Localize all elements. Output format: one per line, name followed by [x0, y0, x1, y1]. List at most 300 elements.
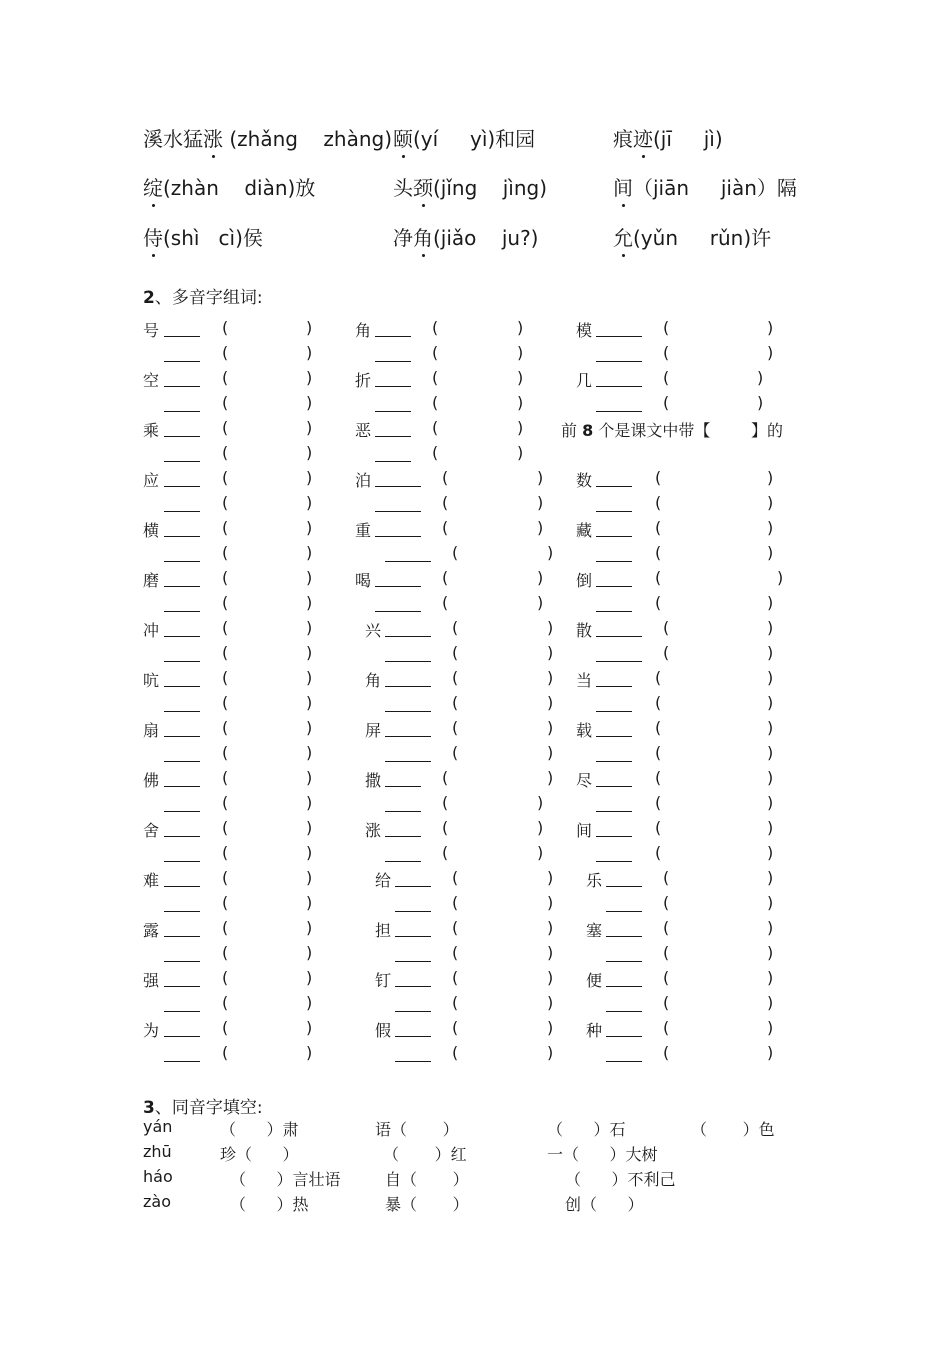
pinyin-paren-open: ( — [452, 718, 459, 737]
word-blank[interactable] — [606, 1036, 642, 1037]
polyphone-character: 角 — [365, 671, 382, 690]
pinyin-choice-item — [613, 222, 771, 251]
pinyin-paren-close: ) — [547, 743, 554, 762]
pinyin-paren-close: ) — [767, 668, 774, 687]
pinyin-paren-open: ( — [222, 343, 229, 362]
pinyin-text: (shì cì)侯 — [163, 226, 263, 250]
pinyin-paren-close: ) — [547, 993, 554, 1012]
word-blank[interactable] — [164, 461, 200, 462]
word-blank[interactable] — [385, 636, 431, 637]
note-pre: 前 — [561, 421, 583, 440]
pinyin-paren-close: ) — [547, 968, 554, 987]
word-blank[interactable] — [164, 911, 200, 912]
pinyin-text: 痕 — [613, 127, 633, 151]
pinyin-paren-close: ) — [517, 393, 524, 412]
word-blank[interactable] — [606, 986, 642, 987]
polyphone-character: 舍 — [143, 821, 160, 840]
pinyin-paren-open: ( — [655, 743, 662, 762]
pinyin-paren-open: ( — [663, 918, 670, 937]
word-blank[interactable] — [164, 836, 200, 837]
word-blank[interactable] — [395, 1011, 431, 1012]
pinyin-paren-close: ) — [547, 868, 554, 887]
word-blank[interactable] — [596, 536, 632, 537]
polyphone-character: 强 — [143, 971, 160, 990]
pinyin-paren-close: ) — [547, 718, 554, 737]
pinyin-paren-close: ) — [767, 518, 774, 537]
word-blank[interactable] — [164, 1061, 200, 1062]
word-blank[interactable] — [375, 461, 411, 462]
polyphone-character: 钉 — [375, 971, 392, 990]
pinyin-paren-open: ( — [663, 868, 670, 887]
pinyin-paren-close: ) — [767, 1043, 774, 1062]
pinyin-paren-close: ) — [306, 593, 313, 612]
dotted-character: 颐 — [393, 127, 413, 151]
word-blank[interactable] — [596, 686, 632, 687]
word-blank[interactable] — [596, 486, 632, 487]
pinyin-paren-open: ( — [655, 493, 662, 512]
pinyin-paren-close: ) — [306, 668, 313, 687]
word-blank[interactable] — [375, 361, 411, 362]
pinyin-paren-close: ) — [767, 318, 774, 337]
word-blank[interactable] — [164, 436, 200, 437]
pinyin-paren-close: ) — [547, 543, 554, 562]
word-blank[interactable] — [164, 611, 200, 612]
word-blank[interactable] — [164, 411, 200, 412]
word-blank[interactable] — [164, 336, 200, 337]
pinyin-paren-open: ( — [222, 568, 229, 587]
pinyin-paren-open: ( — [222, 393, 229, 412]
pinyin-paren-open: ( — [655, 843, 662, 862]
pinyin-paren-close: ) — [306, 643, 313, 662]
pinyin-paren-open: ( — [452, 693, 459, 712]
homophone-blank[interactable]: 语（ ） — [375, 1120, 459, 1139]
pinyin-paren-close: ) — [306, 493, 313, 512]
polyphone-character: 泊 — [355, 471, 372, 490]
pinyin-paren-open: ( — [222, 718, 229, 737]
word-blank[interactable] — [596, 836, 632, 837]
pinyin-paren-close: ) — [306, 368, 313, 387]
homophone-blank[interactable]: 创（ ） — [565, 1195, 644, 1214]
pinyin-paren-close: ) — [306, 393, 313, 412]
pinyin-paren-close: ) — [306, 818, 313, 837]
word-blank[interactable] — [606, 961, 642, 962]
homophone-blank[interactable]: 一（ ）大树 — [547, 1145, 658, 1164]
word-blank[interactable] — [395, 1061, 431, 1062]
pinyin-paren-open: ( — [655, 468, 662, 487]
pinyin-paren-close: ) — [537, 593, 544, 612]
pinyin-paren-close: ) — [767, 468, 774, 487]
pinyin-paren-close: ) — [767, 943, 774, 962]
section-2-number: 2 — [143, 288, 155, 308]
word-blank[interactable] — [385, 786, 421, 787]
polyphone-character: 吭 — [143, 671, 160, 690]
pinyin-paren-close: ) — [767, 743, 774, 762]
word-blank[interactable] — [606, 936, 642, 937]
pinyin-choice-item — [143, 222, 263, 251]
homophone-blank[interactable]: （ ）言壮语 — [230, 1170, 341, 1189]
pinyin-text: (jī jì) — [653, 127, 723, 151]
word-blank[interactable] — [385, 811, 421, 812]
pinyin-paren-open: ( — [663, 1018, 670, 1037]
pinyin-text: (zhǎng zhàng) — [223, 127, 392, 151]
word-blank[interactable] — [164, 761, 200, 762]
polyphone-character: 便 — [586, 971, 603, 990]
polyphone-character: 担 — [375, 921, 392, 940]
pinyin-paren-open: ( — [222, 993, 229, 1012]
pinyin-paren-open: ( — [432, 418, 439, 437]
pinyin-paren-open: ( — [452, 1043, 459, 1062]
section-3-number: 3 — [143, 1098, 155, 1118]
pinyin-paren-open: ( — [452, 668, 459, 687]
word-blank[interactable] — [375, 411, 411, 412]
polyphone-character: 几 — [576, 371, 593, 390]
word-blank[interactable] — [375, 386, 411, 387]
section-2-title: 、多音字组词: — [154, 288, 263, 308]
word-blank[interactable] — [596, 636, 642, 637]
pinyin-text: 头 — [393, 176, 413, 200]
pinyin-paren-close: ) — [767, 1018, 774, 1037]
word-blank[interactable] — [596, 361, 642, 362]
word-blank[interactable] — [385, 861, 421, 862]
lesson-note — [561, 418, 783, 441]
polyphone-character: 乐 — [586, 871, 603, 890]
word-blank[interactable] — [596, 861, 632, 862]
pinyin-paren-close: ) — [306, 843, 313, 862]
section-3-heading — [143, 1093, 263, 1118]
polyphone-character: 应 — [143, 471, 160, 490]
word-blank[interactable] — [164, 736, 200, 737]
pinyin-paren-open: ( — [222, 743, 229, 762]
pinyin-paren-close: ) — [767, 493, 774, 512]
dotted-character: 允 — [613, 226, 633, 250]
pinyin-paren-open: ( — [222, 493, 229, 512]
word-blank[interactable] — [395, 936, 431, 937]
pinyin-paren-close: ) — [306, 443, 313, 462]
pinyin-paren-open: ( — [222, 868, 229, 887]
word-blank[interactable] — [596, 586, 632, 587]
pinyin-paren-open: ( — [222, 543, 229, 562]
word-blank[interactable] — [164, 486, 200, 487]
word-blank[interactable] — [164, 536, 200, 537]
pinyin-paren-close: ) — [537, 793, 544, 812]
pinyin-paren-close: ) — [306, 993, 313, 1012]
word-blank[interactable] — [596, 336, 642, 337]
pinyin-choice-item — [393, 222, 539, 251]
word-blank[interactable] — [596, 761, 632, 762]
pinyin-paren-open: ( — [222, 318, 229, 337]
polyphone-character: 尽 — [576, 771, 593, 790]
homophone-blank[interactable]: （ ）不利己 — [565, 1170, 676, 1189]
pinyin-paren-close: ) — [547, 618, 554, 637]
homophone-blank[interactable]: （ ）肃 — [220, 1120, 299, 1139]
pinyin-paren-open: ( — [222, 693, 229, 712]
word-blank[interactable] — [164, 961, 200, 962]
pinyin-paren-open: ( — [222, 518, 229, 537]
word-blank[interactable] — [164, 661, 200, 662]
word-blank[interactable] — [164, 636, 200, 637]
pinyin-paren-open: ( — [442, 518, 449, 537]
pinyin-text: 溪水猛 — [143, 127, 203, 151]
word-blank[interactable] — [164, 511, 200, 512]
word-blank[interactable] — [164, 786, 200, 787]
word-blank[interactable] — [164, 686, 200, 687]
pinyin-paren-close: ) — [537, 568, 544, 587]
pinyin-paren-open: ( — [442, 768, 449, 787]
pinyin-paren-open: ( — [655, 818, 662, 837]
pinyin-paren-close: ) — [306, 943, 313, 962]
pinyin-paren-close: ) — [517, 368, 524, 387]
word-blank[interactable] — [596, 386, 642, 387]
pinyin-paren-open: ( — [663, 643, 670, 662]
pinyin-paren-open: ( — [452, 618, 459, 637]
pinyin-paren-close: ) — [767, 868, 774, 887]
pinyin-paren-close: ) — [547, 943, 554, 962]
homophone-blank[interactable]: 珍（ ） — [220, 1145, 299, 1164]
homophone-blank[interactable]: （ ）热 — [230, 1195, 309, 1214]
word-blank[interactable] — [395, 961, 431, 962]
word-blank[interactable] — [164, 1011, 200, 1012]
pinyin-paren-close: ) — [537, 493, 544, 512]
pinyin-paren-close: ) — [306, 518, 313, 537]
pinyin-paren-open: ( — [222, 968, 229, 987]
word-blank[interactable] — [164, 561, 200, 562]
word-blank[interactable] — [596, 811, 632, 812]
pinyin-paren-open: ( — [442, 468, 449, 487]
homophone-blank[interactable]: 自（ ） — [385, 1170, 469, 1189]
word-blank[interactable] — [606, 911, 642, 912]
pinyin-choice-item — [393, 172, 547, 201]
pinyin-choice-item — [393, 123, 535, 152]
pinyin-paren-close: ) — [306, 1043, 313, 1062]
homophone-pinyin: zhū — [143, 1142, 172, 1161]
pinyin-paren-open: ( — [222, 443, 229, 462]
word-blank[interactable] — [375, 586, 421, 587]
pinyin-text: (zhàn diàn)放 — [163, 176, 316, 200]
pinyin-choice-item — [143, 123, 392, 152]
pinyin-paren-close: ) — [767, 693, 774, 712]
pinyin-paren-open: ( — [452, 868, 459, 887]
pinyin-choice-item — [143, 172, 315, 201]
word-blank[interactable] — [385, 836, 421, 837]
polyphone-character: 撒 — [365, 771, 382, 790]
word-blank[interactable] — [375, 336, 411, 337]
word-blank[interactable] — [164, 861, 200, 862]
pinyin-paren-close: ) — [767, 918, 774, 937]
polyphone-character: 乘 — [143, 421, 160, 440]
polyphone-character: 佛 — [143, 771, 160, 790]
polyphone-character: 涨 — [365, 821, 382, 840]
pinyin-paren-close: ) — [306, 768, 313, 787]
word-blank[interactable] — [385, 561, 431, 562]
polyphone-character: 给 — [375, 871, 392, 890]
pinyin-paren-close: ) — [537, 518, 544, 537]
word-blank[interactable] — [395, 986, 431, 987]
homophone-pinyin: háo — [143, 1167, 173, 1186]
word-blank[interactable] — [596, 511, 632, 512]
word-blank[interactable] — [164, 811, 200, 812]
pinyin-paren-open: ( — [432, 368, 439, 387]
pinyin-paren-open: ( — [222, 668, 229, 687]
pinyin-paren-open: ( — [222, 1018, 229, 1037]
pinyin-paren-open: ( — [655, 568, 662, 587]
homophone-pinyin: zào — [143, 1192, 171, 1211]
section-3-title: 、同音字填空: — [154, 1098, 263, 1118]
homophone-blank[interactable]: （ ）石 — [547, 1120, 626, 1139]
word-blank[interactable] — [596, 611, 632, 612]
pinyin-paren-open: ( — [663, 618, 670, 637]
pinyin-paren-open: ( — [222, 368, 229, 387]
pinyin-paren-open: ( — [222, 818, 229, 837]
word-blank[interactable] — [375, 511, 421, 512]
pinyin-paren-open: ( — [432, 443, 439, 462]
pinyin-paren-close: ) — [767, 718, 774, 737]
polyphone-character: 扇 — [143, 721, 160, 740]
pinyin-paren-open: ( — [222, 918, 229, 937]
pinyin-text: 净 — [393, 226, 413, 250]
pinyin-paren-close: ) — [306, 418, 313, 437]
pinyin-paren-close: ) — [517, 343, 524, 362]
pinyin-paren-open: ( — [452, 918, 459, 937]
word-blank[interactable] — [375, 611, 421, 612]
word-blank[interactable] — [596, 786, 632, 787]
polyphone-character: 屏 — [365, 721, 382, 740]
homophone-blank[interactable]: （ ）色 — [691, 1120, 775, 1139]
pinyin-paren-close: ) — [547, 643, 554, 662]
word-blank[interactable] — [596, 736, 632, 737]
pinyin-paren-open: ( — [442, 793, 449, 812]
pinyin-paren-open: ( — [655, 593, 662, 612]
polyphone-character: 恶 — [355, 421, 372, 440]
polyphone-character: 冲 — [143, 621, 160, 640]
homophone-blank[interactable]: 暴（ ） — [385, 1195, 469, 1214]
polyphone-character: 模 — [576, 321, 593, 340]
pinyin-paren-open: ( — [452, 643, 459, 662]
pinyin-paren-open: ( — [442, 568, 449, 587]
pinyin-choice-item — [613, 172, 797, 201]
pinyin-paren-open: ( — [432, 343, 439, 362]
word-blank[interactable] — [385, 736, 431, 737]
word-blank[interactable] — [164, 986, 200, 987]
pinyin-text: （jiān jiàn）隔 — [633, 176, 797, 200]
polyphone-character: 倒 — [576, 571, 593, 590]
pinyin-paren-close: ) — [547, 1043, 554, 1062]
pinyin-paren-open: ( — [442, 818, 449, 837]
word-blank[interactable] — [596, 411, 642, 412]
pinyin-paren-close: ) — [517, 443, 524, 462]
polyphone-character: 角 — [355, 321, 372, 340]
pinyin-paren-open: ( — [663, 893, 670, 912]
word-blank[interactable] — [164, 936, 200, 937]
pinyin-text: (jiǎo ju?) — [433, 226, 539, 250]
pinyin-paren-open: ( — [442, 493, 449, 512]
section-2-heading — [143, 283, 263, 308]
pinyin-paren-close: ) — [547, 893, 554, 912]
pinyin-paren-open: ( — [222, 418, 229, 437]
pinyin-paren-close: ) — [537, 468, 544, 487]
word-blank[interactable] — [606, 1011, 642, 1012]
dotted-character: 颈 — [413, 176, 433, 200]
pinyin-paren-open: ( — [452, 943, 459, 962]
polyphone-character: 露 — [143, 921, 160, 940]
pinyin-paren-close: ) — [547, 693, 554, 712]
pinyin-paren-close: ) — [547, 918, 554, 937]
pinyin-paren-close: ) — [767, 968, 774, 987]
word-blank[interactable] — [164, 711, 200, 712]
polyphone-character: 散 — [576, 621, 593, 640]
word-blank[interactable] — [596, 661, 642, 662]
pinyin-paren-open: ( — [442, 593, 449, 612]
pinyin-paren-close: ) — [306, 1018, 313, 1037]
pinyin-paren-open: ( — [655, 543, 662, 562]
pinyin-paren-close: ) — [517, 418, 524, 437]
word-blank[interactable] — [606, 886, 642, 887]
pinyin-paren-close: ) — [537, 843, 544, 862]
word-blank[interactable] — [385, 711, 431, 712]
polyphone-character: 当 — [576, 671, 593, 690]
word-blank[interactable] — [596, 561, 632, 562]
word-blank[interactable] — [164, 586, 200, 587]
word-blank[interactable] — [375, 436, 411, 437]
word-blank[interactable] — [385, 686, 431, 687]
word-blank[interactable] — [385, 761, 431, 762]
pinyin-paren-close: ) — [547, 668, 554, 687]
pinyin-paren-open: ( — [222, 618, 229, 637]
homophone-blank[interactable]: （ ）红 — [383, 1145, 467, 1164]
word-blank[interactable] — [395, 886, 431, 887]
word-blank[interactable] — [606, 1061, 642, 1062]
pinyin-paren-open: ( — [663, 318, 670, 337]
pinyin-paren-close: ) — [306, 868, 313, 887]
word-blank[interactable] — [385, 661, 431, 662]
word-blank[interactable] — [596, 711, 632, 712]
word-blank[interactable] — [395, 911, 431, 912]
word-blank[interactable] — [395, 1036, 431, 1037]
polyphone-character: 难 — [143, 871, 160, 890]
pinyin-paren-open: ( — [663, 968, 670, 987]
word-blank[interactable] — [375, 486, 421, 487]
pinyin-paren-open: ( — [655, 668, 662, 687]
pinyin-paren-close: ) — [306, 743, 313, 762]
polyphone-character: 磨 — [143, 571, 160, 590]
pinyin-paren-open: ( — [655, 718, 662, 737]
pinyin-paren-close: ) — [306, 968, 313, 987]
pinyin-paren-close: ) — [306, 568, 313, 587]
word-blank[interactable] — [164, 886, 200, 887]
pinyin-paren-close: ) — [767, 818, 774, 837]
pinyin-paren-close: ) — [777, 568, 784, 587]
pinyin-paren-close: ) — [306, 318, 313, 337]
pinyin-paren-close: ) — [306, 543, 313, 562]
word-blank[interactable] — [164, 1036, 200, 1037]
pinyin-paren-close: ) — [757, 368, 764, 387]
polyphone-character: 空 — [143, 371, 160, 390]
pinyin-paren-open: ( — [452, 968, 459, 987]
pinyin-paren-open: ( — [655, 518, 662, 537]
polyphone-character: 号 — [143, 321, 160, 340]
word-blank[interactable] — [164, 361, 200, 362]
pinyin-paren-open: ( — [442, 843, 449, 862]
pinyin-paren-close: ) — [767, 643, 774, 662]
pinyin-paren-close: ) — [767, 768, 774, 787]
pinyin-paren-open: ( — [663, 368, 670, 387]
word-blank[interactable] — [375, 536, 421, 537]
word-blank[interactable] — [164, 386, 200, 387]
pinyin-paren-open: ( — [222, 893, 229, 912]
polyphone-character: 兴 — [365, 621, 382, 640]
pinyin-paren-close: ) — [547, 768, 554, 787]
polyphone-character: 折 — [355, 371, 372, 390]
pinyin-text: (jǐng jìng) — [433, 176, 548, 200]
